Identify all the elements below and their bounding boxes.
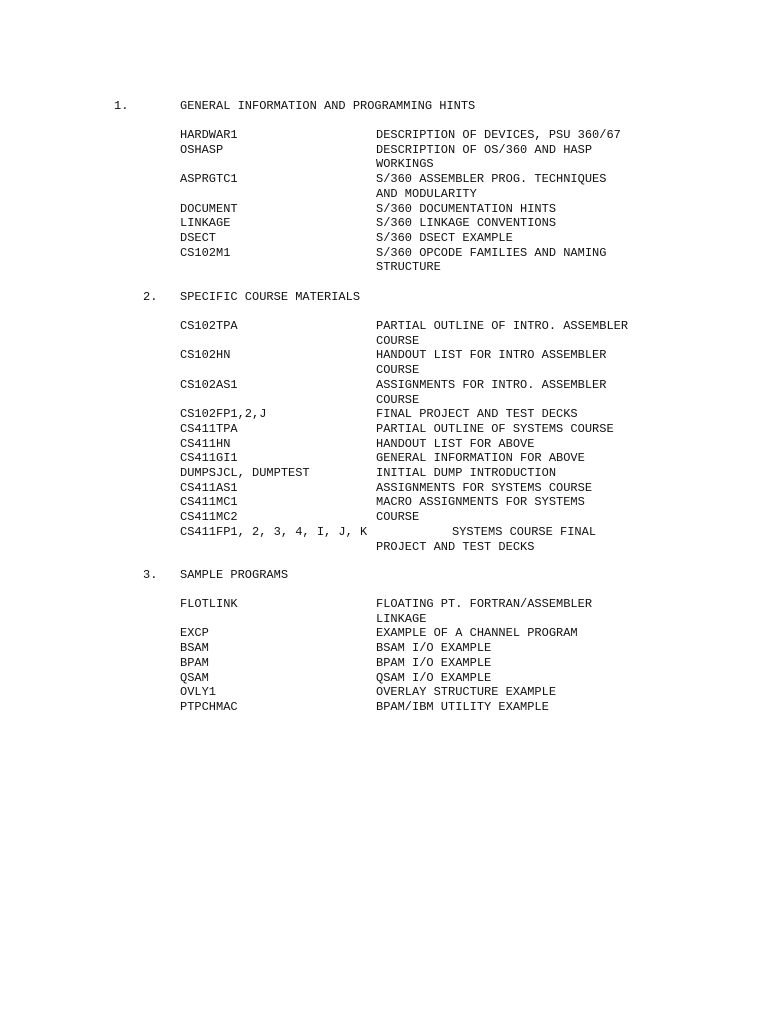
list-item xyxy=(180,128,740,143)
description-line: PARTIAL OUTLINE OF INTRO. ASSEMBLER xyxy=(376,319,629,333)
description-line: COURSE xyxy=(376,510,420,525)
entry-description xyxy=(376,597,676,626)
description-line: ASSIGNMENTS FOR INTRO. ASSEMBLER xyxy=(376,377,607,392)
list-item xyxy=(180,700,740,715)
list-item xyxy=(180,437,740,452)
entry-list xyxy=(180,319,740,554)
entry-name: FLOTLINK xyxy=(180,597,238,611)
list-item xyxy=(180,671,740,686)
description-line: HANDOUT LIST FOR ABOVE xyxy=(376,436,535,451)
description-line: SYSTEMS COURSE FINAL xyxy=(452,524,597,539)
description-line: STRUCTURE xyxy=(376,260,441,275)
entry-description xyxy=(376,525,676,554)
list-item xyxy=(180,231,740,246)
entry-name: OVLY1 xyxy=(180,685,217,700)
list-item xyxy=(180,348,740,377)
entry-description xyxy=(376,437,676,452)
description-line: FLOATING PT. FORTRAN/ASSEMBLER xyxy=(376,597,593,611)
entry-description xyxy=(376,172,676,201)
list-item xyxy=(180,641,740,656)
entry-name: CS411MC1 xyxy=(180,495,238,510)
entry-description xyxy=(376,466,676,481)
entry-name: EXCP xyxy=(180,626,209,641)
description-line: WORKINGS xyxy=(376,157,434,172)
list-item xyxy=(180,451,740,466)
description-line: HANDOUT LIST FOR INTRO ASSEMBLER xyxy=(376,348,607,363)
entry-description xyxy=(376,626,676,641)
entry-description xyxy=(376,422,676,437)
description-line: COURSE xyxy=(376,392,420,407)
list-item xyxy=(180,495,740,510)
description-line: QSAM I/O EXAMPLE xyxy=(376,670,492,685)
entry-description xyxy=(376,671,676,686)
section-title: SPECIFIC COURSE MATERIALS xyxy=(180,290,361,304)
description-line: MACRO ASSIGNMENTS FOR SYSTEMS xyxy=(376,495,585,510)
entry-name: DUMPSJCL, DUMPTEST xyxy=(180,466,310,481)
description-line: S/360 OPCODE FAMILIES AND NAMING xyxy=(376,245,607,260)
list-item xyxy=(180,626,740,641)
entry-description xyxy=(376,451,676,466)
entry-name: CS411GI1 xyxy=(180,451,238,466)
entry-name: OSHASP xyxy=(180,142,224,157)
list-item xyxy=(180,172,740,201)
entry-list xyxy=(180,597,740,715)
description-line: COURSE xyxy=(376,333,420,348)
section-number: 2. xyxy=(143,290,158,304)
entry-description xyxy=(376,143,676,172)
description-line: OVERLAY STRUCTURE EXAMPLE xyxy=(376,685,557,700)
entry-name: DOCUMENT xyxy=(180,201,238,216)
entry-description xyxy=(376,510,676,525)
entry-name: ASPRGTC1 xyxy=(180,172,238,187)
entry-description xyxy=(376,495,676,510)
section-number: 3. xyxy=(143,568,158,582)
description-line: LINKAGE xyxy=(376,611,427,626)
entry-name: HARDWAR1 xyxy=(180,128,238,142)
entry-name: CS102HN xyxy=(180,348,231,363)
entry-description xyxy=(376,202,676,217)
description-line: PROJECT AND TEST DECKS xyxy=(376,539,535,554)
list-item xyxy=(180,319,740,348)
entry-description xyxy=(376,407,676,422)
entry-name: CS411FP1, 2, 3, 4, I, J, K xyxy=(180,524,368,539)
description-line: AND MODULARITY xyxy=(376,186,477,201)
description-line: S/360 DOCUMENTATION HINTS xyxy=(376,201,557,216)
entry-name: PTPCHMAC xyxy=(180,699,238,714)
entry-description xyxy=(376,246,676,275)
description-line: DESCRIPTION OF OS/360 AND HASP xyxy=(376,142,593,157)
list-item xyxy=(180,525,740,554)
description-line: COURSE xyxy=(376,363,420,378)
entry-description xyxy=(376,378,676,407)
entry-description xyxy=(376,231,676,246)
list-item xyxy=(180,510,740,525)
entry-description xyxy=(376,656,676,671)
description-line: S/360 ASSEMBLER PROG. TECHNIQUES xyxy=(376,172,607,187)
description-line: GENERAL INFORMATION FOR ABOVE xyxy=(376,451,585,466)
description-line: S/360 LINKAGE CONVENTIONS xyxy=(376,216,557,231)
section-title: SAMPLE PROGRAMS xyxy=(180,568,289,582)
list-item xyxy=(180,466,740,481)
description-line: BPAM/IBM UTILITY EXAMPLE xyxy=(376,699,549,714)
list-item xyxy=(180,656,740,671)
list-item xyxy=(180,202,740,217)
entry-name: CS102M1 xyxy=(180,245,231,260)
list-item xyxy=(180,597,740,626)
entry-description xyxy=(376,481,676,496)
entry-description xyxy=(376,700,676,715)
description-line: S/360 DSECT EXAMPLE xyxy=(376,230,513,245)
entry-description xyxy=(376,685,676,700)
list-item xyxy=(180,378,740,407)
list-item xyxy=(180,143,740,172)
entry-name: CS102AS1 xyxy=(180,377,238,392)
entry-description xyxy=(376,216,676,231)
entry-description xyxy=(376,641,676,656)
list-item xyxy=(180,216,740,231)
entry-name: CS102FP1,2,J xyxy=(180,407,267,422)
list-item xyxy=(180,481,740,496)
entry-name: LINKAGE xyxy=(180,216,231,231)
description-line: EXAMPLE OF A CHANNEL PROGRAM xyxy=(376,626,578,641)
section-number: 1. xyxy=(114,99,129,113)
description-line: INITIAL DUMP INTRODUCTION xyxy=(376,466,557,481)
entry-name: BPAM xyxy=(180,655,209,670)
entry-description xyxy=(376,128,676,143)
entry-name: CS102TPA xyxy=(180,319,238,333)
description-line: BSAM I/O EXAMPLE xyxy=(376,641,492,656)
entry-name: BSAM xyxy=(180,641,209,656)
entry-name: CS411AS1 xyxy=(180,480,238,495)
description-line: BPAM I/O EXAMPLE xyxy=(376,655,492,670)
list-item xyxy=(180,422,740,437)
entry-name: CS411TPA xyxy=(180,421,238,436)
description-line: ASSIGNMENTS FOR SYSTEMS COURSE xyxy=(376,480,593,495)
section-title: GENERAL INFORMATION AND PROGRAMMING HINTS xyxy=(180,99,476,113)
list-item xyxy=(180,407,740,422)
entry-description xyxy=(376,319,676,348)
list-item xyxy=(180,685,740,700)
description-line: PARTIAL OUTLINE OF SYSTEMS COURSE xyxy=(376,421,614,436)
entry-description xyxy=(376,348,676,377)
list-item xyxy=(180,246,740,275)
entry-name: CS411HN xyxy=(180,436,231,451)
entry-name: CS411MC2 xyxy=(180,510,238,525)
description-line: FINAL PROJECT AND TEST DECKS xyxy=(376,407,578,422)
description-line: DESCRIPTION OF DEVICES, PSU 360/67 xyxy=(376,128,621,142)
entry-list xyxy=(180,128,740,275)
entry-name: DSECT xyxy=(180,230,217,245)
entry-name: QSAM xyxy=(180,670,209,685)
